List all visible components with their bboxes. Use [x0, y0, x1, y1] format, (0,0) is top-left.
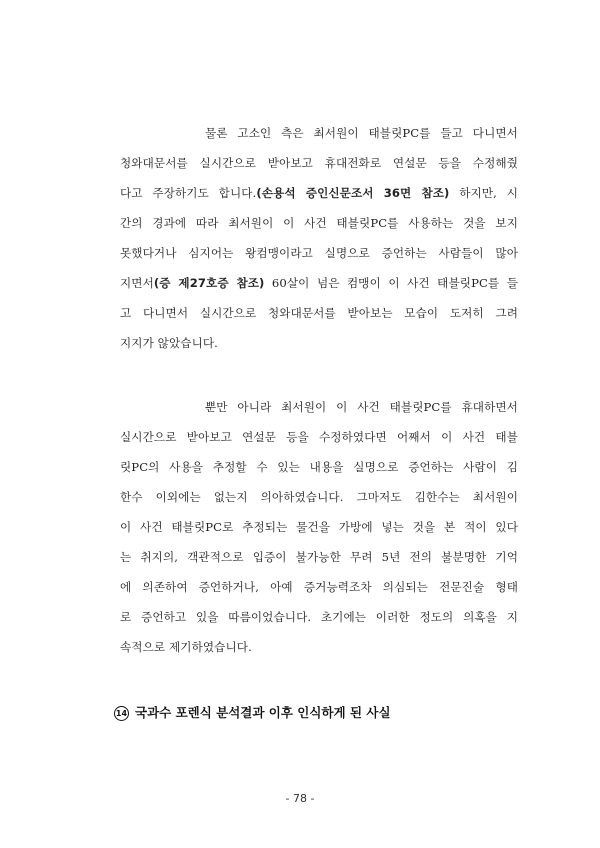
text-segment: 다고 주장하기도 합니다.	[120, 186, 257, 200]
text-segment: 지면서	[120, 276, 154, 290]
text-line: 릿PC의 사용을 추정할 수 있는 내용을 실명으로 증언하는 사람이 김	[120, 460, 518, 474]
text-line: 고 다니면서 실시간으로 청와대문서를 받아보는 모습이 도저히 그려	[120, 306, 518, 320]
text-line: 실시간으로 받아보고 연설문 등을 수정하였다면 어째서 이 사건 태블	[120, 430, 518, 444]
text-line: 속적으로 제기하였습니다.	[120, 640, 252, 654]
section-number-badge: 14	[114, 706, 129, 721]
text-segment: 하지만, 시	[449, 186, 518, 200]
text-line: 한수 이외에는 없는지 의아하였습니다. 그마저도 김한수는 최서원이	[120, 490, 518, 504]
section-heading	[114, 703, 391, 721]
page-number: - 78 -	[285, 792, 315, 805]
text-line: 이 사건 태블릿PC로 추정되는 물건을 가방에 넣는 것을 본 적이 있다	[120, 520, 518, 534]
paragraph-2	[120, 398, 518, 668]
text-line: 에 의존하여 증언하거나, 아예 증거능력조차 의심되는 전문진술 형태	[120, 580, 518, 594]
reference-citation: (증 제27호증 참조)	[153, 276, 265, 290]
text-line: 간의 경과에 따라 최서원이 이 사건 태블릿PC를 사용하는 것을 보지	[120, 216, 518, 230]
text-line	[120, 274, 518, 304]
text-line: 는 취지의, 객관적으로 입증이 불가능한 무려 5년 전의 불분명한 기억	[120, 550, 518, 564]
text-segment: 60살이 넘은 컴맹이 이 사건 태블릿PC를 들	[264, 276, 518, 290]
paragraph-1	[120, 124, 518, 364]
text-line: 지지가 않았습니다.	[120, 336, 218, 350]
text-line: 뿐만 아니라 최서원이 이 사건 태블릿PC를 휴대하면서	[205, 400, 518, 414]
text-line: 로 증언하고 있을 따름이었습니다. 초기에는 이러한 정도의 의혹을 지	[120, 610, 518, 624]
text-line: 못했다거나 심지어는 왕컴맹이라고 실명으로 증언하는 사람들이 많아	[120, 246, 518, 260]
section-heading-text: 국과수 포렌식 분석결과 이후 인식하게 된 사실	[135, 705, 391, 720]
reference-citation: (손용석 증인신문조서 36면 참조)	[256, 186, 450, 200]
text-line	[120, 184, 518, 214]
text-line: 청와대문서를 실시간으로 받아보고 휴대전화로 연설문 등을 수정해줬	[120, 156, 518, 170]
text-line: 물론 고소인 측은 최서원이 태블릿PC를 들고 다니면서	[205, 126, 518, 140]
